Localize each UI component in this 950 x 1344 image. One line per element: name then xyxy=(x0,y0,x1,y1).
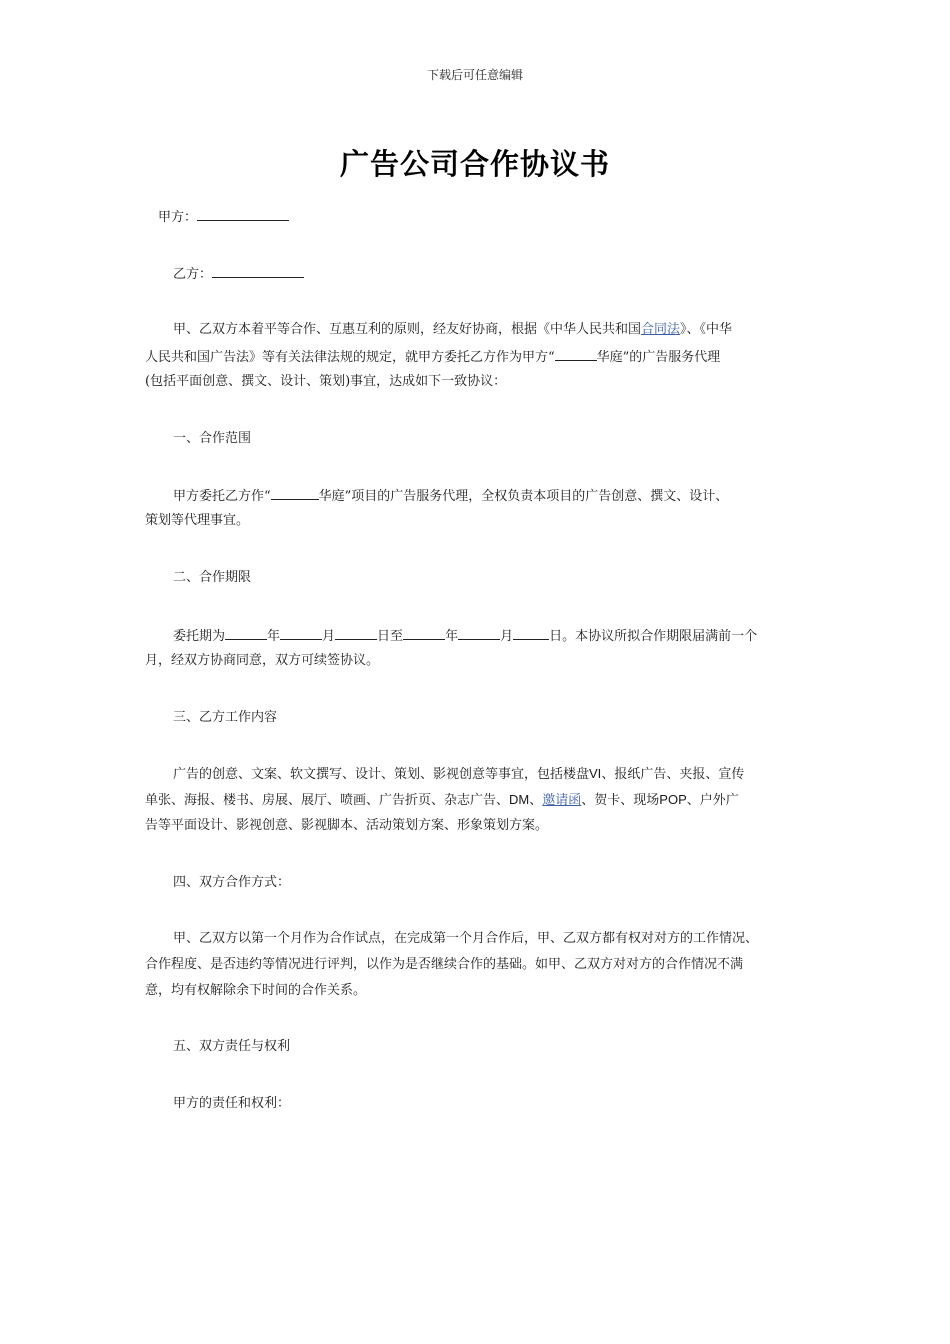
project-name-blank xyxy=(555,346,597,361)
section-2-text: 委托期为 xyxy=(173,629,226,644)
vi-text: VI xyxy=(589,766,602,781)
intro-text: 人民共和国广告法》等有关法律法规的规定，就甲方委托乙方作为甲方“ xyxy=(145,350,555,365)
invitation-link[interactable]: 邀请函 xyxy=(542,793,582,808)
section-1-line-2: 策划等代理事宜。 xyxy=(145,513,250,528)
section-5-subheading: 甲方的责任和权利： xyxy=(173,1096,291,1111)
intro-text: 甲、乙双方本着平等合作、互惠互利的原则，经友好协商，根据《中华人民共和国 xyxy=(173,322,642,337)
section-3-text: 广告的创意、文案、软文撰写、设计、策划、影视创意等事宜，包括楼盘 xyxy=(173,767,590,782)
header-note: 下载后可任意编辑 xyxy=(426,68,523,82)
month-label: 月 xyxy=(500,629,514,644)
section-2-text: 日。本协议所拟合作期限届满前一个 xyxy=(549,629,758,644)
intro-text: 华庭”的广告服务代理 xyxy=(596,350,721,365)
month-label: 月 xyxy=(322,629,336,644)
start-month-blank xyxy=(280,625,322,640)
section-3-text: 、报纸广告、夹报、宣传 xyxy=(601,767,745,782)
end-year-blank xyxy=(403,625,445,640)
project-name-blank xyxy=(271,485,319,500)
intro-line-3 xyxy=(145,372,506,392)
day-to-label: 日至 xyxy=(377,629,404,644)
section-1-text: 华庭”项目的广告服务代理，全权负责本项目的广告创意、撰文、设计、 xyxy=(318,489,729,504)
section-4-line-3: 意，均有权解除余下时间的合作关系。 xyxy=(145,983,367,998)
start-day-blank xyxy=(335,625,377,640)
end-month-blank xyxy=(458,625,500,640)
pop-text: POP xyxy=(659,792,687,807)
section-2-heading: 二、合作期限 xyxy=(173,570,252,585)
separator: 、 xyxy=(529,793,543,808)
section-4-line-2: 合作程度、是否违约等情况进行评判，以作为是否继续合作的基础。如甲、乙双方对对方的合作情况不满 xyxy=(145,957,744,972)
section-4-line-1: 甲、乙双方以第一个月作为合作试点，在完成第一个月合作后，甲、乙双方都有权对对方的工作情况、 xyxy=(173,931,759,946)
intro-text: 》、《中华 xyxy=(680,322,733,337)
party-b-blank xyxy=(212,263,304,278)
party-a-blank xyxy=(197,206,289,221)
section-2-line-1 xyxy=(173,625,757,647)
section-1-line-1 xyxy=(173,485,728,507)
section-3-line-3: 告等平面设计、影视创意、影视脚本、活动策划方案、形象策划方案。 xyxy=(145,818,549,833)
section-3-text: 单张、海报、楼书、房展、展厅、喷画、广告折页、杂志广告、 xyxy=(145,793,510,808)
party-a-label: 甲方： xyxy=(158,210,198,225)
dm-text: DM xyxy=(509,792,530,807)
section-2-line-2: 月，经双方协商同意，双方可续签协议。 xyxy=(145,653,380,668)
party-b-line xyxy=(173,263,304,285)
intro-text: (包括平面创意、撰文、设计、策划)事宜，达成如下一致协议： xyxy=(145,374,507,389)
intro-line-1 xyxy=(173,320,732,340)
start-year-blank xyxy=(225,625,267,640)
section-3-line-2 xyxy=(145,790,739,811)
contract-law-link[interactable]: 合同法 xyxy=(641,322,681,337)
section-3-text: 、户外广 xyxy=(686,793,739,808)
end-day-blank xyxy=(513,625,549,640)
section-5-heading: 五、双方责任与权利 xyxy=(173,1039,291,1054)
section-1-text: 甲方委托乙方作“ xyxy=(173,489,271,504)
document-title: 广告公司合作协议书 xyxy=(339,147,610,181)
section-3-line-1 xyxy=(173,764,744,785)
year-label: 年 xyxy=(445,629,459,644)
party-a-line xyxy=(158,206,289,228)
year-label: 年 xyxy=(267,629,281,644)
section-4-heading: 四、双方合作方式： xyxy=(173,875,291,890)
section-3-text: 、贺卡、现场 xyxy=(581,793,660,808)
party-b-label: 乙方： xyxy=(173,267,213,282)
intro-line-2 xyxy=(145,346,720,368)
section-3-heading: 三、乙方工作内容 xyxy=(173,710,278,725)
section-1-heading: 一、合作范围 xyxy=(173,431,252,446)
